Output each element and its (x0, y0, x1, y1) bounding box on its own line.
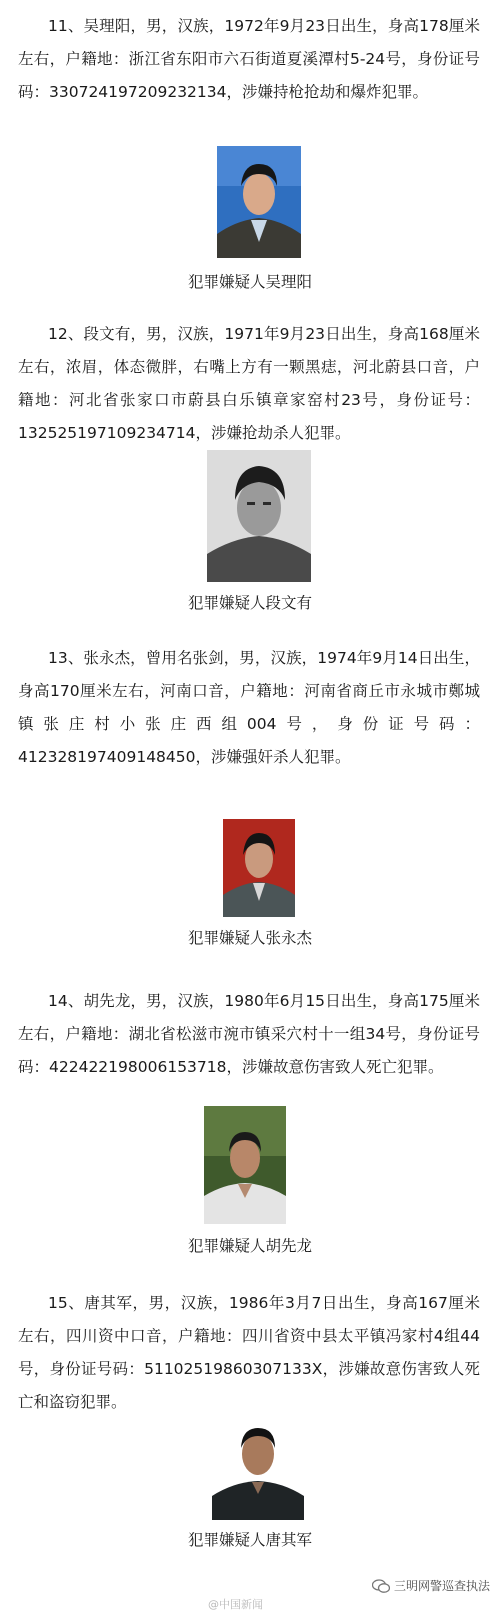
entry-15-text: 15、唐其军，男，汉族，1986年3月7日出生，身高167厘米左右，四川资中口音，户籍地：四川省资中县太平镇冯家村4组44号，身份证号码：51102519860307133X，涉嫌故意伤害致人死亡和盗窃犯罪。 (18, 1294, 480, 1411)
entry-12-text: 12、段文有，男，汉族，1971年9月23日出生，身高168厘米左右，浓眉，体态微胖，右嘴上方有一颗黑痣，河北蔚县口音，户籍地：河北省张家口市蔚县白乐镇章家窑村23号，身份证号：132525197109234714，涉嫌抢劫杀人犯罪。 (18, 325, 480, 442)
suspect-photo-11 (217, 146, 301, 258)
suspect-photo-13 (223, 819, 295, 917)
caption-11: 犯罪嫌疑人吴理阳 (187, 273, 312, 291)
watermark-right-text: 三明网警巡查执法 (393, 1579, 490, 1593)
caption-14: 犯罪嫌疑人胡先龙 (187, 1237, 312, 1255)
suspect-photo-14 (204, 1106, 286, 1224)
wechat-icon (372, 1579, 390, 1593)
watermark-right (372, 1577, 490, 1594)
entry-11-text: 11、吴理阳，男，汉族，1972年9月23日出生，身高178厘米左右，户籍地：浙江省东阳市六石街道夏溪潭村5-24号，身份证号码：330724197209232134，涉嫌持枪抢劫和爆炸犯罪。 (18, 17, 480, 101)
entry-13-text: 13、张永杰，曾用名张剑，男，汉族，1974年9月14日出生，身高170厘米左右，河南口音，户籍地：河南省商丘市永城市鄭城镇张庄村小张庄西组004号，身份证号码：412328197409148450，涉嫌强奸杀人犯罪。 (18, 649, 480, 766)
suspect-photo-12 (207, 450, 311, 582)
watermark-left: @中国新闻 (208, 1598, 263, 1611)
entry-14-text: 14、胡先龙，男，汉族，1980年6月15日出生，身高175厘米左右，户籍地：湖北省松滋市涴市镇采穴村十一组34号，身份证号码：422422198006153718，涉嫌故意伤害致人死亡犯罪。 (18, 992, 480, 1076)
caption-13: 犯罪嫌疑人张永杰 (187, 929, 312, 947)
caption-12: 犯罪嫌疑人段文有 (187, 594, 312, 612)
suspect-photo-15 (212, 1414, 304, 1520)
caption-15: 犯罪嫌疑人唐其军 (187, 1531, 312, 1549)
